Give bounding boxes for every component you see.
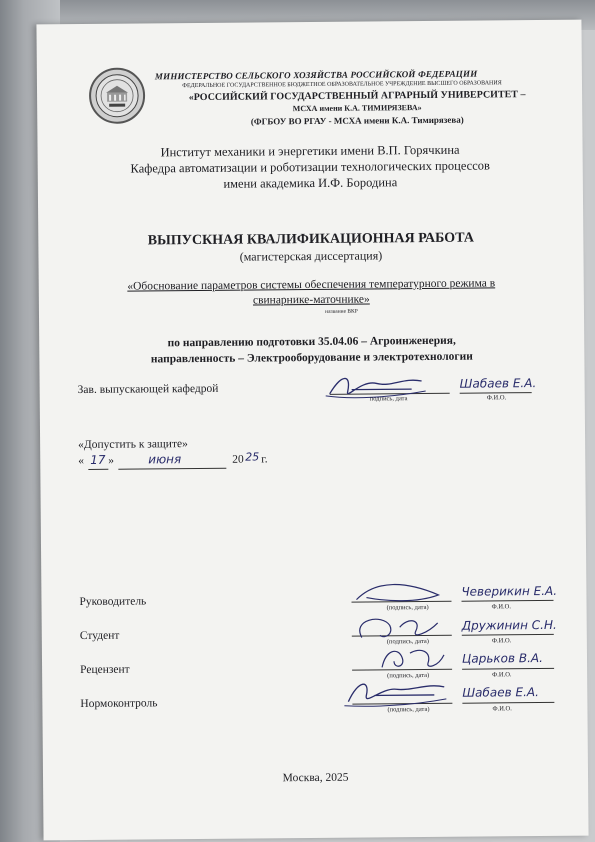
role-name: Шабаев Е.А. bbox=[462, 685, 539, 700]
role-signature-icon bbox=[372, 643, 452, 674]
city-year: Москва, 2025 bbox=[282, 771, 349, 785]
head-name-caption: Ф.И.О. bbox=[486, 394, 507, 402]
admission-year-end: г. bbox=[261, 453, 268, 466]
work-subtitle: (магистерская диссертация) bbox=[239, 248, 383, 264]
role-name-line bbox=[462, 634, 554, 636]
role-name-caption: Ф.И.О. bbox=[492, 705, 512, 713]
role-label: Руководитель bbox=[79, 595, 147, 609]
role-name-line bbox=[461, 600, 553, 602]
admission-close-quote: » bbox=[108, 454, 115, 467]
day-line bbox=[88, 469, 108, 470]
role-label: Студент bbox=[79, 629, 120, 643]
department-name-line2: имени академика И.Ф. Бородина bbox=[223, 175, 398, 191]
head-of-dept-label: Зав. выпускающей кафедрой bbox=[77, 382, 219, 397]
admission-year-prefix: 20 bbox=[232, 453, 244, 466]
role-name: Царьков В.А. bbox=[461, 650, 543, 666]
admission-month: июня bbox=[148, 452, 182, 467]
role-name: Чеверикин Е.А. bbox=[461, 583, 558, 599]
role-name-caption: Ф.И.О. bbox=[491, 637, 512, 645]
direction-line2: направленность – Электрооборудование и электротехнологии bbox=[150, 350, 473, 366]
department-name: Кафедра автоматизации и роботизации технологических процессов bbox=[130, 158, 490, 176]
institution-type: ФЕДЕРАЛЬНОЕ ГОСУДАРСТВЕННОЕ БЮДЖЕТНОЕ ОБРАЗОВАТЕЛЬНОЕ УЧРЕЖДЕНИЕ ВЫСШЕГО ОБРАЗОВАНИЯ bbox=[182, 80, 502, 90]
role-label: Нормоконтроль bbox=[80, 697, 158, 711]
theme-caption: название ВКР bbox=[325, 308, 358, 315]
role-sig-caption: (подпись, дата) bbox=[387, 705, 430, 714]
role-label: Рецензент bbox=[80, 663, 130, 677]
role-name-line bbox=[462, 702, 554, 704]
role-name-caption: Ф.И.О. bbox=[491, 603, 511, 611]
role-signature-icon bbox=[340, 675, 452, 710]
institute-name: Институт механики и энергетики имени В.П. Горячкина bbox=[160, 142, 460, 160]
admission-day: 17 bbox=[90, 452, 106, 467]
month-line bbox=[118, 468, 226, 470]
admission-open-quote: « bbox=[78, 454, 85, 468]
head-sig-caption: подпись, дата bbox=[369, 395, 408, 403]
role-name-caption: Ф.И.О. bbox=[492, 671, 512, 679]
role-name-line bbox=[462, 668, 554, 670]
role-sig-caption: (подпись, дата) bbox=[386, 603, 429, 612]
work-title: ВЫПУСКНАЯ КВАЛИФИКАЦИОННАЯ РАБОТА bbox=[147, 230, 474, 249]
role-signature-icon bbox=[346, 577, 446, 608]
admission-label: «Допустить к защите» bbox=[78, 438, 188, 452]
role-sig-caption: (подпись, дата) bbox=[387, 671, 430, 680]
university-name: «РОССИЙСКИЙ ГОСУДАРСТВЕННЫЙ АГРАРНЫЙ УНИВЕРСИТЕТ – bbox=[188, 89, 526, 104]
university-name-line2: МСХА имени К.А. ТИМИРЯЗЕВА» bbox=[292, 103, 422, 114]
role-name: Дружинин С.Н. bbox=[461, 617, 557, 633]
work-theme-line2: свинарнике-маточнике» bbox=[252, 293, 370, 307]
admission-year-suffix: 25 bbox=[245, 450, 260, 464]
role-sig-caption: (подпись, дата) bbox=[386, 637, 429, 646]
university-abbrev: (ФГБОУ ВО РГАУ - МСХА имени К.А. Тимирязева) bbox=[250, 114, 464, 127]
direction-line1: по направлению подготовки 35.04.06 – Агроинженерия, bbox=[167, 334, 456, 350]
work-theme-line1: «Обоснование параметров системы обеспечения температурного режима в bbox=[127, 277, 496, 293]
head-name: Шабаев Е.А. bbox=[459, 376, 537, 391]
document-page bbox=[36, 20, 588, 841]
ministry-name: МИНИСТЕРСТВО СЕЛЬСКОГО ХОЗЯЙСТВА РОССИЙСКОЙ ФЕДЕРАЦИИ bbox=[154, 68, 478, 82]
